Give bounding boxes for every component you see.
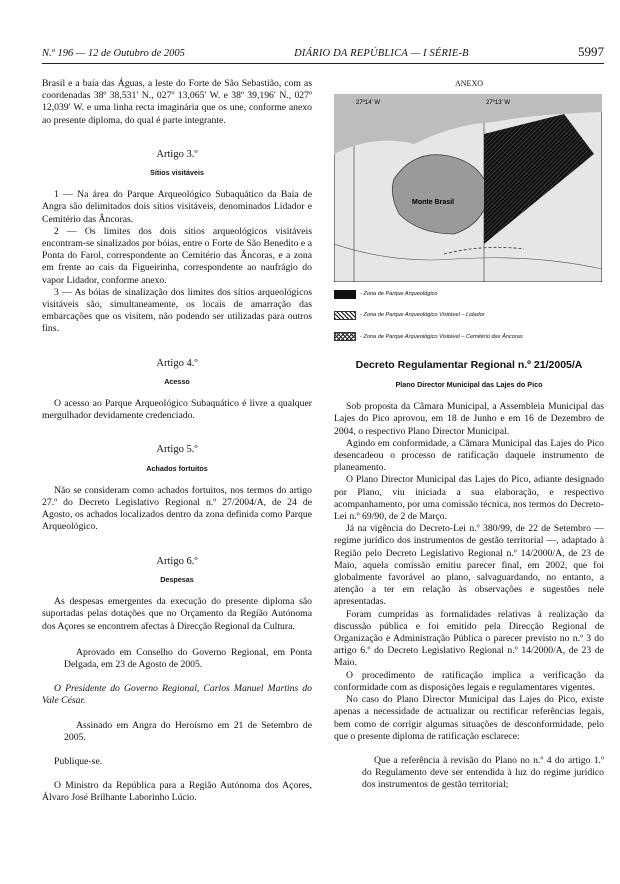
article-5-subtitle: Achados fortuitos — [146, 463, 208, 473]
annex-map — [334, 94, 602, 282]
article-3-paragraph-3: 3 — As bóias de sinalização dos limites dos sítios arqueológicos visitáveis são, simultaneamente, os locais de amarração das embarcações que os visitem, não podendo ser utilizadas para outros fins. — [42, 286, 312, 335]
legend-swatch-cemiterio — [334, 332, 356, 341]
article-3-paragraph-1: 1 — Na área do Parque Arqueológico Subaquático da Baía de Angra são delimitados dois sítios visitáveis, denominados Lidador e Cemitério das Âncoras. — [42, 189, 312, 225]
map-coordinate-label: 27º13′ W — [486, 100, 510, 107]
annex-label: ANEXO — [455, 79, 483, 88]
legend-label: - Zona de Parque Arqueológico Visitável – Lidador — [360, 312, 485, 319]
map-legend — [334, 288, 604, 343]
legend-swatch-lidador — [334, 311, 356, 320]
legend-swatch-zone — [334, 290, 356, 299]
president-signature: O Presidente do Governo Regional, Carlos Manuel Martins do Vale César. — [42, 683, 312, 707]
header-publication: DIÁRIO DA REPÚBLICA — I SÉRIE-B — [294, 48, 469, 59]
minister-signature: O Ministro da República para a Região Autónoma dos Açores, Álvaro José Brilhante Laborinho Lúcio. — [42, 780, 312, 804]
approval-statement: Aprovado em Conselho do Governo Regional, em Ponta Delgada, em 23 de Agosto de 2005. — [64, 646, 312, 670]
article-5-paragraph-1: Não se consideram como achados fortuitos, nos termos do artigo 27.º do Decreto Legislativo Regional n.º 27/2004/A, de 24 de Agosto, os achados localizados dentro da zona definida como Parque Arqueológico. — [42, 484, 312, 533]
intro-paragraph: Brasil e a baía das Águas, a leste do Forte de São Sebastião, com as coordenadas 38º 38,531′ N., 027º 13,065′ W. e 38º 39,196′ N., 027º 12,039′ W. e uma linha recta imaginária que os une, conforme anexo ao presente diploma, do qual é parte integrante. — [42, 78, 312, 126]
body-paragraph: Agindo em conformidade, a Câmara Municipal das Lajes do Pico desencadeou o processo de ratificação daquele instrumento de planeamento. — [334, 437, 604, 474]
article-6-paragraph-1: As despesas emergentes da execução do presente diploma são suportadas pelas dotações que no Orçamento da Região Autónoma dos Açores se encontrem afectas à Direcção Regional da Cultura. — [42, 596, 312, 632]
body-paragraph: O procedimento de ratificação implica a verificação da conformidade com as disposições legais e regulamentares vigentes. — [334, 669, 604, 693]
left-column — [42, 78, 312, 805]
map-place-label: Monte Brasil — [412, 199, 455, 207]
body-paragraph: Já na vigência do Decreto-Lei n.º 380/99, de 22 de Setembro — regime jurídico dos instrumentos de gestão territorial —, adaptado à Região pelo Decreto Legislativo Regional n.º 14/2000/A, de 23 de Maio, aquela comissão emitiu parecer final, em 2002, que foi globalmente favorável ao plano, salvaguardando, no entanto, a atenção a ter em relação às observações e sugestões nele apresentadas. — [334, 523, 604, 608]
map-coordinate-label: 27º14′ W — [356, 100, 380, 107]
article-6-subtitle: Despesas — [160, 574, 194, 584]
legend-label: - Zona de Parque Arqueológico — [360, 291, 438, 298]
page-header — [42, 44, 604, 64]
body-paragraph: No caso do Plano Director Municipal das Lajes do Pico, existe apenas a necessidade de actualizar ou rectificar referências legais, bem como de corrigir algumas situações de desconformidade, pelo que o presente diploma de ratificação esclarece: — [334, 694, 604, 742]
article-6-title: Artigo 6.º — [156, 555, 198, 567]
article-3-paragraph-2: 2 — Os limites dos dois sítios arqueológicos visitáveis encontram-se sinalizados por bóias, entre o Forte de São Benedito e a Ponta do Farol, correspondente ao Cemitério das Âncoras, e a zona em frente ao cais da Figueirinha, correspondente ao naufrágio do vapor Lidador, conforme anexo. — [42, 225, 312, 286]
plan-title: Plano Director Municipal das Lajes do Pico — [395, 380, 543, 390]
article-4-title: Artigo 4.º — [156, 357, 198, 369]
header-page-number: 5997 — [578, 44, 604, 59]
legend-item — [334, 288, 604, 300]
legend-label: - Zona de Parque Arqueológico Visitável – Cemitério das Âncoras — [360, 333, 523, 340]
header-issue: N.º 196 — 12 de Outubro de 2005 — [42, 48, 185, 59]
legend-item — [334, 331, 604, 343]
article-5-title: Artigo 5.º — [156, 444, 198, 456]
signed-statement: Assinado em Angra do Heroísmo em 21 de Setembro de 2005. — [64, 719, 312, 743]
article-4-subtitle: Acesso — [164, 376, 190, 386]
legend-item — [334, 309, 604, 321]
publish-statement: Publique-se. — [54, 755, 103, 767]
body-paragraph: O Plano Director Municipal das Lajes do Pico, adiante designado por Plano, viu iniciada a sua elaboração, e respectivo acompanhamento, por uma comissão técnica, nos termos do Decreto-Lei n.º 69/90, de 2 de Março. — [334, 474, 604, 523]
body-paragraph: Foram cumpridas as formalidades relativas à realização da discussão pública e foi emitido pela Direcção Regional de Organização e Administração Pública o parecer previsto no n.º 3 do artigo 6.º do Decreto Legislativo Regional n.º 14/2000/A, de 23 de Maio. — [334, 608, 604, 669]
quoted-clause — [362, 755, 604, 792]
quoted-clause-text: Que a referência à revisão do Plano no n.º 4 do artigo 1.º do Regulamento deve ser entendida à luz do regime jurídico dos instrumentos de gestão territorial; — [362, 754, 604, 791]
right-column — [334, 78, 604, 805]
article-3-title: Artigo 3.º — [156, 148, 198, 160]
article-4-paragraph-1: O acesso ao Parque Arqueológico Subaquático é livre a qualquer mergulhador devidamente credenciado. — [42, 398, 312, 422]
decree-title: Decreto Regulamentar Regional n.º 21/2005/A — [355, 358, 583, 371]
article-3-subtitle: Sítios visitáveis — [150, 168, 204, 178]
body-paragraph: Sob proposta da Câmara Municipal, a Assembleia Municipal das Lajes do Pico aprovou, em 18 de Junho e em 16 de Dezembro de 2004, o respectivo Plano Director Municipal. — [334, 401, 604, 437]
